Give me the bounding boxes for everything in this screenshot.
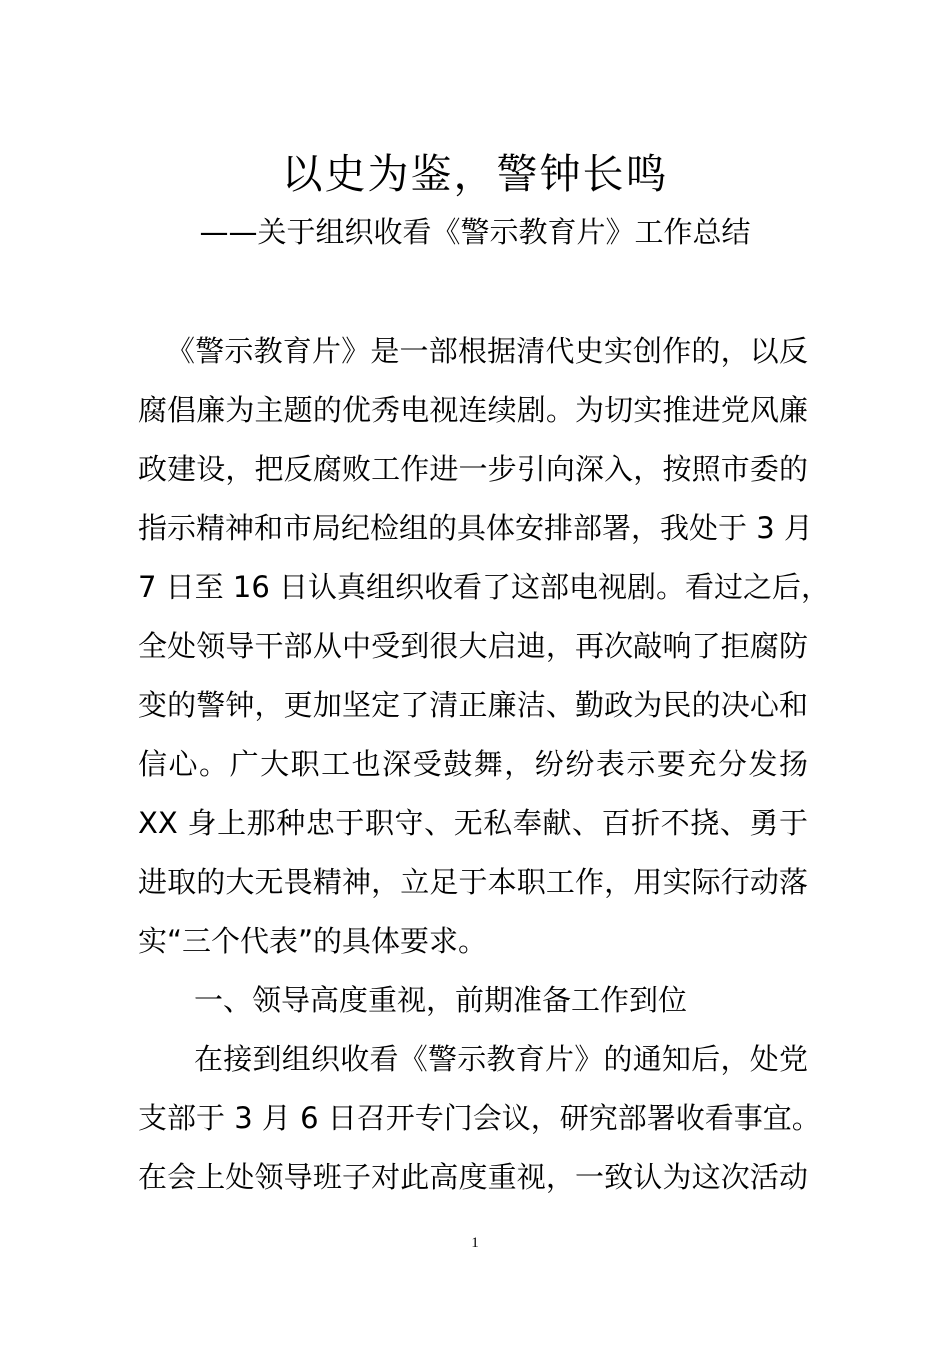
paragraph-line: XX 身上那种忠于职守、无私奉献、百折不挠、勇于	[138, 806, 808, 840]
document-title: 以史为鉴，警钟长鸣	[281, 150, 669, 198]
page-number: 1	[471, 1235, 479, 1251]
paragraph-line: 变的警钟，更加坚定了清正廉洁、勤政为民的决心和	[138, 688, 808, 722]
paragraph-line: 实“三个代表”的具体要求。	[138, 924, 488, 958]
paragraph-line: 支部于 3 月 6 日召开专门会议，研究部署收看事宜。	[138, 1101, 821, 1135]
paragraph-line: 全处领导干部从中受到很大启迪，再次敲响了拒腐防	[138, 629, 808, 663]
paragraph-line: 信心。广大职工也深受鼓舞，纷纷表示要充分发扬	[138, 747, 808, 781]
section-heading-1	[138, 971, 808, 1030]
paragraph-line: 在会上处领导班子对此高度重视，一致认为这次活动	[138, 1160, 808, 1194]
paragraph-line: 《警示教育片》是一部根据清代史实创作的，以反	[166, 334, 808, 368]
document-subtitle: ——关于组织收看《警示教育片》工作总结	[199, 215, 751, 249]
paragraph-line: 指示精神和市局纪检组的具体安排部署，我处于 3 月	[138, 511, 813, 545]
paragraph-line: 7 日至 16 日认真组织收看了这部电视剧。看过之后，	[138, 570, 831, 604]
paragraph-line: 腐倡廉为主题的优秀电视连续剧。为切实推进党风廉	[138, 393, 808, 427]
paragraph-line: 政建设，把反腐败工作进一步引向深入，按照市委的	[138, 452, 808, 486]
paragraph-line: 进取的大无畏精神，立足于本职工作，用实际行动落	[138, 865, 808, 899]
paragraph-section-1	[138, 1030, 821, 1207]
paragraph-line: 在接到组织收看《警示教育片》的通知后，处党	[194, 1042, 808, 1076]
section-heading-text: 一、领导高度重视，前期准备工作到位	[194, 983, 688, 1017]
paragraph-intro	[138, 322, 831, 971]
